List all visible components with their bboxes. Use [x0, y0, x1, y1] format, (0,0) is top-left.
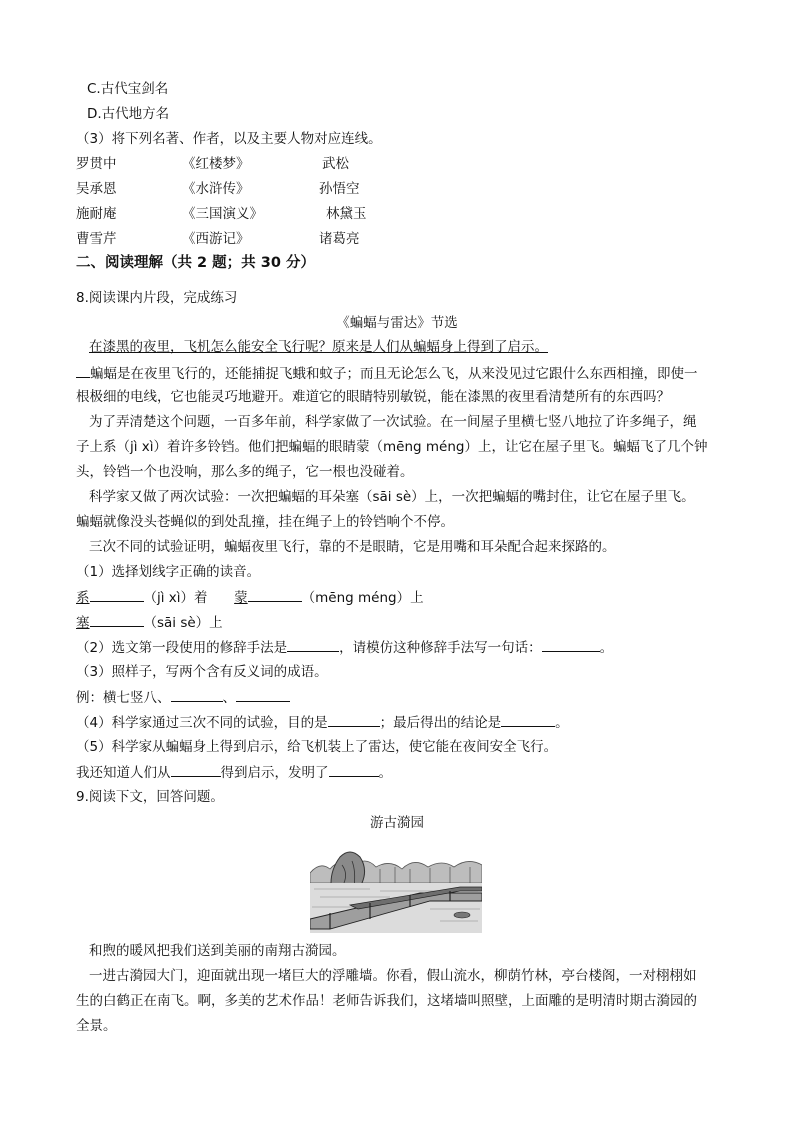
- answer-blank[interactable]: [287, 638, 339, 652]
- q8-sub1: （1）选择划线字正确的读音。: [76, 564, 261, 580]
- author-2: 吴承恩: [76, 181, 117, 197]
- q9-para-2c: 全景。: [76, 1018, 117, 1034]
- author-3: 施耐庵: [76, 206, 117, 222]
- answer-blank[interactable]: [90, 588, 144, 602]
- q8-para-5: 三次不同的试验证明，蝙蝠夜里飞行，靠的不是眼睛，它是用嘴和耳朵配合起来探路的。: [89, 539, 616, 555]
- q8-passage-title: 《蝙蝠与雷达》节选: [336, 315, 458, 331]
- option-d: D.古代地方名: [87, 106, 170, 122]
- q8-sub3: （3）照样子，写两个含有反义词的成语。: [76, 664, 328, 680]
- book-1: 《红楼梦》: [182, 156, 250, 172]
- character-4: 诸葛亮: [319, 231, 360, 247]
- author-1: 罗贯中: [76, 156, 117, 172]
- char-xi: 系: [76, 590, 90, 606]
- q8-para-4b: 蝙蝠就像没头苍蝇似的到处乱撞，挂在绳子上的铃铛响个不停。: [76, 514, 454, 530]
- answer-blank[interactable]: [501, 713, 555, 727]
- author-4: 曹雪芹: [76, 231, 117, 247]
- q8-intro: 8.阅读课内片段，完成练习: [76, 290, 238, 306]
- q8-para-2a: 蝙蝠是在夜里飞行的，还能捕捉飞蛾和蚊子；而且无论怎么飞，从来没见过它跟什么东西相撞，即使一: [76, 364, 698, 383]
- book-2: 《水浒传》: [182, 181, 250, 197]
- character-3: 林黛玉: [326, 206, 367, 222]
- garden-illustration: [310, 843, 482, 933]
- q8-para-1: 在漆黑的夜里，飞机怎么能安全飞行呢？原来是人们从蝙蝠身上得到了启示。: [89, 339, 548, 355]
- q9-para-2b: 生的白鹤正在南飞。啊，多美的艺术作品！老师告诉我们，这堵墙叫照壁，上面雕的是明清时期古漪园的: [76, 993, 697, 1009]
- answer-blank[interactable]: [329, 763, 379, 777]
- answer-blank[interactable]: [542, 638, 600, 652]
- q9-para-1: 和煦的暖风把我们送到美丽的南翔古漪园。: [89, 943, 346, 959]
- q8-sub5-fill: 我还知道人们从 得到启示，发明了 。: [76, 765, 392, 781]
- q8-sub1-row1: 系 （jì xì）着 蒙 （mēng méng）上: [76, 590, 424, 606]
- q8-sub2: （2）选文第一段使用的修辞手法是 ，请模仿这种修辞手法写一句话： 。: [76, 640, 614, 656]
- section-heading: 二、阅读理解（共 2 题；共 30 分）: [76, 255, 315, 271]
- q9-passage-title: 游古漪园: [370, 815, 424, 831]
- book-3: 《三国演义》: [182, 206, 263, 222]
- q8-sub4: （4）科学家通过三次不同的试验，目的是 ；最后得出的结论是 。: [76, 715, 569, 731]
- answer-blank[interactable]: [171, 688, 223, 702]
- answer-blank[interactable]: [328, 713, 380, 727]
- character-1: 武松: [322, 156, 349, 172]
- option-c: C.古代宝剑名: [87, 81, 169, 97]
- q8-sub1-row2: 塞 （sāi sè）上: [76, 615, 223, 631]
- q8-sub3-example: 例：横七竖八、 、: [76, 688, 290, 707]
- q9-intro: 9.阅读下文，回答问题。: [76, 789, 224, 805]
- q8-sub5: （5）科学家从蝙蝠身上得到启示，给飞机装上了雷达，使它能在夜间安全飞行。: [76, 739, 558, 755]
- answer-blank[interactable]: [236, 688, 290, 702]
- answer-blank[interactable]: [248, 588, 302, 602]
- q7-sub3: （3）将下列名著、作者，以及主要人物对应连线。: [76, 131, 382, 147]
- q9-para-2a: 一进古漪园大门，迎面就出现一堵巨大的浮雕墙。你看，假山流水，柳荫竹林，亭台楼阁，一对栩栩如: [89, 968, 697, 984]
- char-meng: 蒙: [234, 590, 248, 606]
- character-2: 孙悟空: [319, 181, 360, 197]
- book-4: 《西游记》: [182, 231, 250, 247]
- char-sai: 塞: [76, 615, 90, 631]
- q8-para-3b: 子上系（jì xì）着许多铃铛。他们把蝙蝠的眼睛蒙（mēng méng）上，让它在屋子里飞。蝙蝠飞了几个钟: [76, 439, 708, 455]
- q8-para-3a: 为了弄清楚这个问题，一百多年前，科学家做了一次试验。在一间屋子里横七竖八地拉了许多绳子，绳: [89, 414, 697, 430]
- q8-para-3c: 头，铃铛一个也没响，那么多的绳子，它一根也没碰着。: [76, 464, 414, 480]
- answer-blank[interactable]: [90, 613, 144, 627]
- answer-blank[interactable]: [171, 763, 221, 777]
- q8-para-4a: 科学家又做了两次试验：一次把蝙蝠的耳朵塞（sāi sè）上，一次把蝙蝠的嘴封住，让它在屋子里飞。: [89, 489, 695, 505]
- q8-para-2b: 根极细的电线，它也能灵巧地避开。难道它的眼睛特别敏锐，能在漆黑的夜里看清楚所有的东西吗？: [76, 389, 670, 405]
